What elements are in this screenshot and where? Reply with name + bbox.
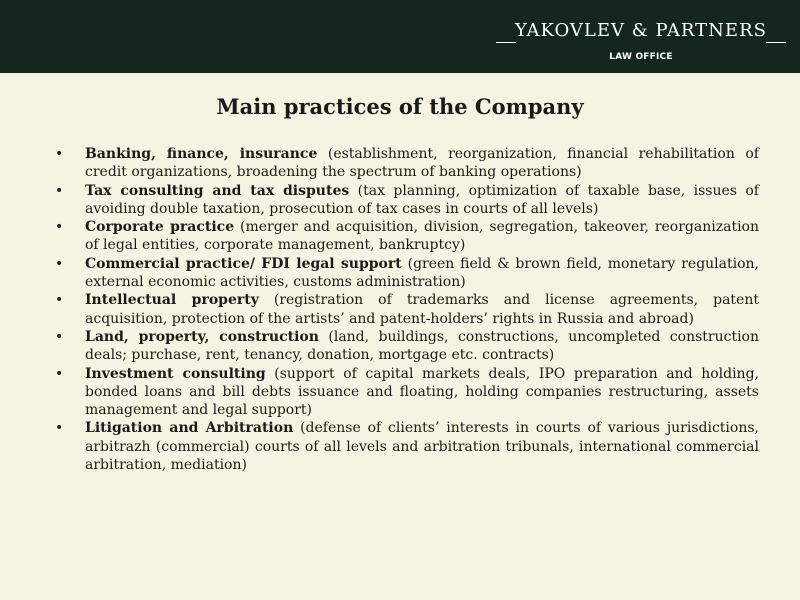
practice-item-litigation <box>55 419 759 474</box>
practice-title: Investment consulting <box>85 365 266 382</box>
practice-description: (green field & brown field, monetary regulation, external economic activities, customs administration) <box>85 255 759 291</box>
company-logo <box>496 20 786 64</box>
logo-underline-left <box>496 42 516 43</box>
practice-item-land <box>55 328 759 365</box>
bullet-icon: • <box>55 420 64 437</box>
logo-underline-right <box>766 42 786 43</box>
practice-item-banking <box>55 145 759 182</box>
practice-item-tax <box>55 182 759 219</box>
practice-description: (tax planning, optimization of taxable base, issues of avoiding double taxation, prosecution of tax cases in courts of all levels) <box>85 182 759 217</box>
bullet-icon: • <box>55 328 64 345</box>
practice-item-ip <box>55 291 759 328</box>
practice-title: Tax consulting and tax disputes <box>85 182 350 199</box>
bullet-icon: • <box>55 146 64 162</box>
practice-description: (defense of clients’ interests in courts of various jurisdictions, arbitrazh (commercial) courts of all levels and arbitration tribunals, international commercial arbitration, mediation) <box>85 420 759 474</box>
practice-description: (merger and acquisition, division, segregation, takeover, reorganization of legal entities, corporate management, bankruptcy) <box>85 219 760 254</box>
practice-title: Commercial practice/ FDI legal support <box>85 255 402 272</box>
practice-title: Corporate practice <box>85 219 235 236</box>
practice-description: (establishment, reorganization, financial rehabilitation of credit organizations, broadening the spectrum of banking operations) <box>85 146 759 181</box>
practice-title: Banking, finance, insurance <box>85 146 318 162</box>
practice-item-commercial <box>55 255 759 292</box>
practice-title: Litigation and Arbitration <box>85 420 294 437</box>
logo-name: YAKOVLEV & PARTNERS <box>515 20 767 41</box>
bullet-icon: • <box>55 219 64 236</box>
practice-description: (land, buildings, constructions, uncompleted construction deals; purchase, rent, tenancy, donation, mortgage etc. contracts) <box>85 328 759 364</box>
bullet-icon: • <box>55 292 64 309</box>
page-title: Main practices of the Company <box>216 94 584 119</box>
practice-description: (support of capital markets deals, IPO preparation and holding, bonded loans and bill debts issuance and floating, holding companies restructuring, assets management and legal support) <box>85 365 759 419</box>
header-bar <box>0 0 800 73</box>
bullet-icon: • <box>55 255 64 272</box>
practice-item-corporate <box>55 218 759 255</box>
practice-title: Intellectual property <box>85 292 259 309</box>
practices-list <box>55 145 759 474</box>
bullet-icon: • <box>55 365 64 382</box>
practice-item-investment <box>55 365 759 420</box>
bullet-icon: • <box>55 182 64 199</box>
practice-title: Land, property, construction <box>85 328 319 345</box>
practice-description: (registration of trademarks and license agreements, patent acquisition, protection of the artists’ and patent-holders’ rights in Russia and abroad) <box>85 292 759 327</box>
logo-subtitle: LAW OFFICE <box>609 52 673 62</box>
